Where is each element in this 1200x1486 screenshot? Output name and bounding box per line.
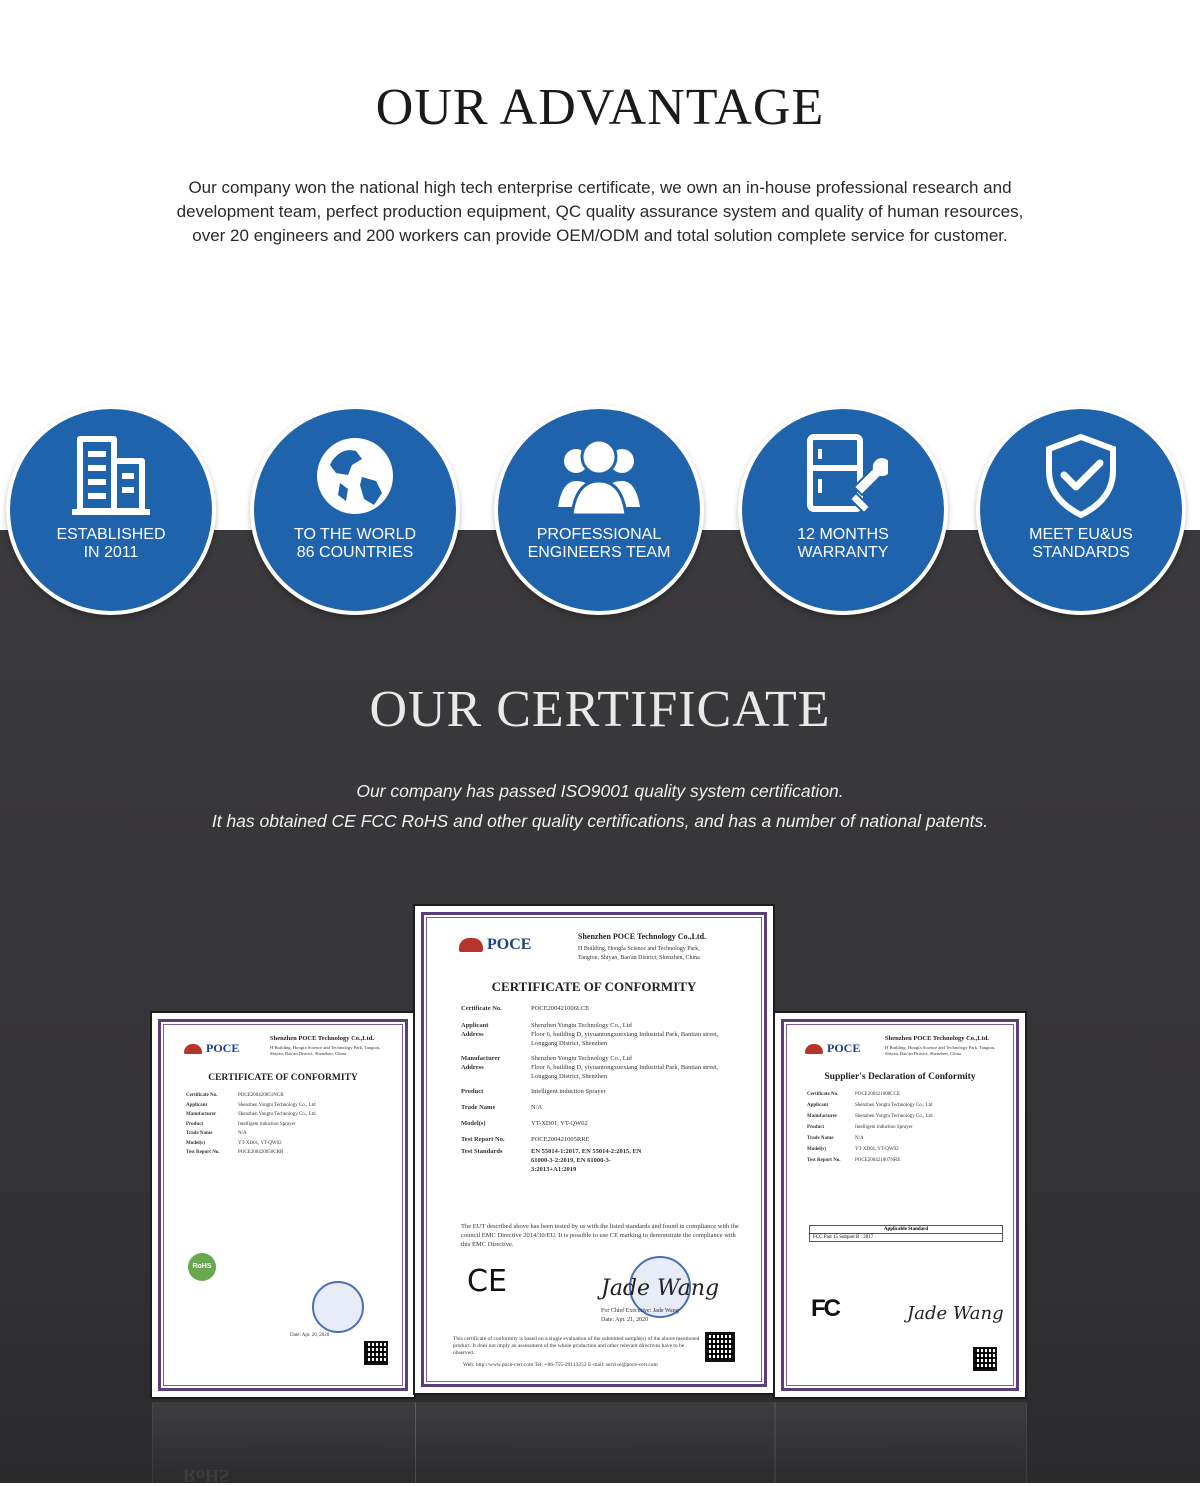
cert-field: Certificate No. POCE200421008CCE (807, 1092, 901, 1097)
advantage-title: OUR ADVANTAGE (375, 79, 825, 136)
certificate-line: It has obtained CE FCC RoHS and other quality certifications, and has a number of national patents. (211, 811, 989, 831)
feature-label: PROFESSIONAL (536, 526, 662, 543)
cert-field: Address Floor 6, building D, yiyuantongxuexiang Industrial Park, Bantian street, Longgang District, Shenzhen (461, 1031, 719, 1047)
cert-company: Shenzhen POCE Technology Co.,Ltd. (578, 932, 707, 941)
feature-label: WARRANTY (797, 544, 889, 561)
feature-countries (250, 405, 460, 615)
poce-logo-icon (805, 1044, 823, 1054)
cert-field: Product Intelligent induction Sprayer (186, 1121, 296, 1127)
poce-logo: POCE (459, 936, 531, 954)
cert-heading: CERTIFICATE OF CONFORMITY (208, 1073, 358, 1083)
feature-established (6, 405, 216, 615)
cert-company: Shenzhen POCE Technology Co.,Ltd. (270, 1035, 375, 1042)
cert-heading: CERTIFICATE OF CONFORMITY (491, 979, 697, 994)
warranty-wrench-icon (798, 431, 888, 521)
qr-code (705, 1332, 735, 1362)
cert-address: H Building, Hongfa Science and Technology Park, (578, 946, 700, 952)
cert-heading: Supplier's Declaration of Conformity (824, 1072, 976, 1082)
cert-field: Address Floor 6, building D, yiyuantongxuexiang Industrial Park, Bantian street, Longgang District, Shenzhen (461, 1064, 719, 1080)
standard-table (809, 1225, 1003, 1242)
cert-field: Test Report No. POCE200420050CRR (186, 1150, 284, 1155)
cert-statement: The EUT described above has been tested by us with the listed standards and found in compliance with the council EMC Directive 2014/30/EU. It is possible to use CE marking to demonstrate the compliance with this EMC Directive. (461, 1223, 739, 1248)
cert-seal (312, 1281, 364, 1333)
certificate-title: OUR CERTIFICATE (369, 681, 831, 738)
advantage-line: Our company won the national high tech enterprise certificate, we own an in-house professional research and (188, 178, 1012, 197)
cert-field: Applicant Shenzhen Yongtu Technology Co., Ltd (461, 1022, 632, 1029)
certificate-description (100, 776, 1100, 836)
cert-signature: Jade Wang (601, 1276, 720, 1301)
reflection-text: RoHS (183, 1466, 230, 1486)
cert-signer: For Chief Executive: Jade Wang (601, 1308, 679, 1314)
cert-field: Model(s) YT-XD01, YT-QW02 (461, 1120, 588, 1127)
feature-label: IN 2011 (83, 544, 139, 561)
certificate-reflection (415, 1402, 775, 1485)
feature-label: STANDARDS (1032, 544, 1130, 561)
shield-check-icon (1036, 431, 1126, 521)
feature-label: TO THE WORLD (293, 526, 417, 543)
fcc-mark: FC (811, 1295, 839, 1322)
cert-field: Model(s) YT-XD01, YT-QW02 (807, 1147, 899, 1152)
cert-date: Date: Apr. 20, 2020 (290, 1333, 330, 1338)
feature-engineers (494, 405, 704, 615)
ce-mark: CE (467, 1264, 507, 1299)
poce-logo-icon (459, 938, 483, 952)
cert-field: Manufacturer Shenzhen Yongtu Technology Co., Ltd (186, 1112, 316, 1117)
globe-icon (310, 431, 400, 521)
rohs-mark: RoHS (188, 1253, 216, 1281)
cert-fields (186, 1091, 386, 1158)
advantage-description (150, 176, 1050, 248)
cert-field: Certificate No. POCE200421006LCE (461, 1005, 590, 1012)
certificate-ce (415, 906, 773, 1393)
cert-fields (807, 1089, 1003, 1166)
certificate-reflection (152, 1402, 416, 1485)
standard-table-header: Applicable Standard (810, 1226, 1002, 1234)
people-icon (554, 431, 644, 521)
feature-label: 86 COUNTRIES (296, 544, 414, 561)
poce-logo-icon (184, 1044, 202, 1054)
cert-footer: This certificate of conformity is based on a single evaluation of the submitted sample(s) of the above mentioned product. It does not imply an assessment of the whole production and other relevant directives have to be observed. (453, 1336, 700, 1356)
feature-label: MEET EU&US (1029, 526, 1133, 543)
cert-address: Tangtou, Shiyan, Bao'an District, Shenzhen, China (578, 955, 700, 961)
cert-field: Test Standards EN 55014-1:2017, EN 55014-2:2015, EN 61000-3-2:2019, EN 61000-3-3:2013+A1:2019 (461, 1148, 642, 1173)
cert-field: Product Intelligent induction Sprayer (461, 1088, 606, 1095)
cert-field: Trade Name N/A (461, 1104, 543, 1111)
cert-field: Applicant Shenzhen Yongtu Technology Co., Ltd (807, 1103, 933, 1108)
cert-field: Test Report No. POCE200421005RRE (461, 1136, 590, 1143)
cert-signature: Jade Wang (907, 1303, 1004, 1324)
cert-address: H Building, Hongfa Science and Technology Park, Tangtou, Shiyan, Bao'an District, Shenzhen, China (885, 1045, 996, 1056)
feature-label: ESTABLISHED (56, 526, 166, 543)
cert-field: Trade Name N/A (807, 1136, 864, 1141)
qr-code (364, 1341, 388, 1365)
certificate-reflection (775, 1402, 1027, 1485)
certificate-rohs (152, 1013, 414, 1397)
cert-field: Manufacturer Shenzhen Yongtu Technology Co., Ltd (807, 1114, 933, 1119)
feature-label: ENGINEERS TEAM (527, 544, 671, 561)
cert-field: Trade Name N/A (186, 1131, 247, 1136)
cert-field: Model(s) YT-XD01, YT-QW02 (186, 1140, 282, 1146)
cert-date: Date: Apr. 21, 2020 (601, 1317, 649, 1323)
qr-code (973, 1347, 997, 1371)
certificate-fcc (775, 1013, 1025, 1397)
cert-company: Shenzhen POCE Technology Co.,Ltd. (885, 1035, 990, 1042)
cert-field: Test Report No. POCE200421007NRE (807, 1158, 901, 1163)
advantage-line: over 20 engineers and 200 workers can provide OEM/ODM and total solution complete service for customer. (192, 226, 1008, 245)
feature-label: 12 MONTHS (797, 526, 889, 543)
certificate-line: Our company has passed ISO9001 quality system certification. (356, 781, 844, 801)
advantage-line: development team, perfect production equipment, QC quality assurance system and quality of human resources, (176, 202, 1024, 221)
cert-field: Product Intelligent induction Sprayer (807, 1125, 913, 1130)
cert-field: Certificate No. POCE200420051NCR (186, 1093, 284, 1098)
standard-table-cell: FCC Part 15 Subpart B : 2017 (813, 1235, 874, 1240)
poce-logo: POCE (805, 1041, 860, 1056)
cert-contact: Web: http://www.poce-cert.com Tel: +86-755-29113252 E-mail: service@poce-cert.com (463, 1362, 658, 1368)
cert-fields (461, 1004, 737, 1174)
cert-address: H Building, Hongfa Science and Technology Park, Tangtou, Shiyan, Bao'an District, Shenzhen, China (270, 1045, 381, 1056)
cert-field: Applicant Shenzhen Yongtu Technology Co., Ltd (186, 1102, 316, 1108)
building-icon (66, 431, 156, 521)
poce-logo: POCE (184, 1041, 239, 1056)
cert-field: Manufacturer Shenzhen Yongtu Technology Co., Ltd (461, 1055, 632, 1062)
feature-standards (976, 405, 1186, 615)
feature-warranty (738, 405, 948, 615)
